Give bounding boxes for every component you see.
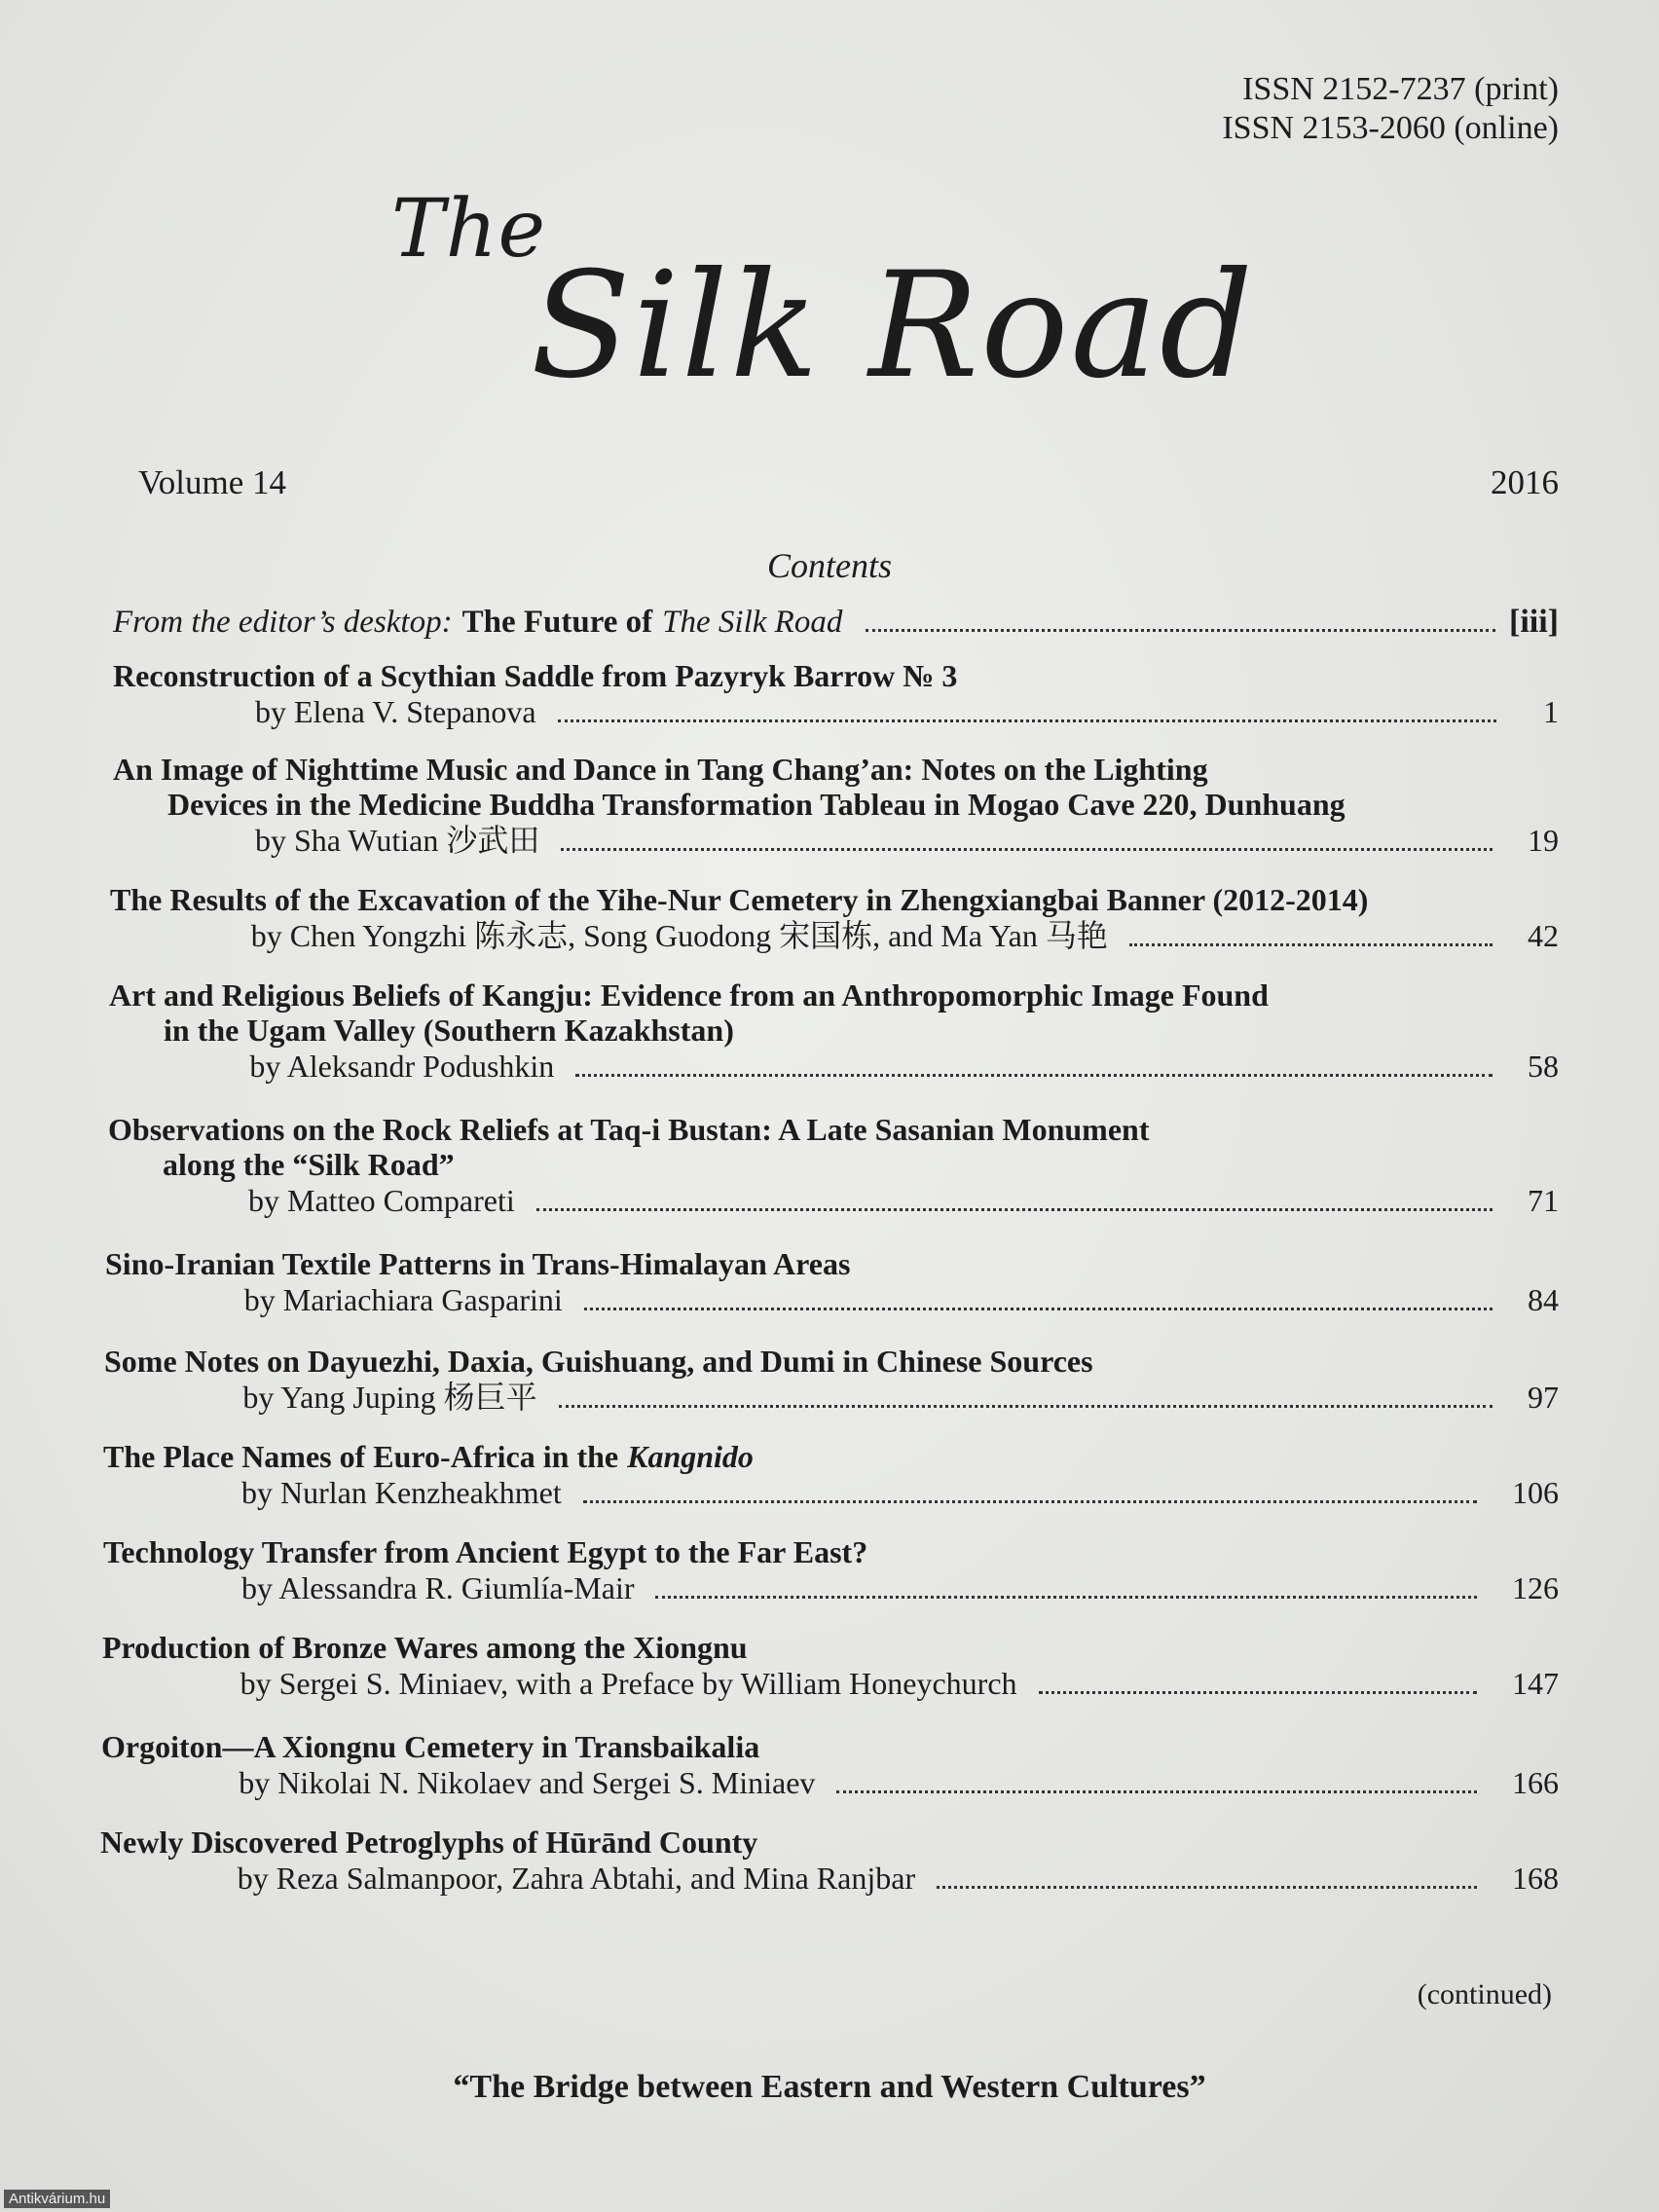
editor-entry — [113, 604, 1559, 641]
page-number: 58 — [1528, 1049, 1559, 1084]
article-title-text: Technology Transfer from Ancient Egypt to the Far East? — [103, 1534, 868, 1569]
author-line — [109, 1048, 1559, 1085]
continued-note: (continued) — [1417, 1978, 1552, 2010]
author-line — [105, 1281, 1559, 1318]
toc-entry — [103, 1534, 1559, 1606]
article-author: by Reza Salmanpoor, Zahra Abtahi, and Mina Ranjbar — [237, 1861, 916, 1896]
page-number: 71 — [1528, 1183, 1559, 1218]
toc-entry — [105, 1246, 1559, 1318]
page-number: 126 — [1512, 1570, 1559, 1605]
article-title-text: The Place Names of Euro-Africa in the — [103, 1439, 619, 1474]
leader-dots — [536, 1208, 1493, 1211]
leader-dots — [558, 719, 1496, 722]
article-author: by Nurlan Kenzheakhmet — [241, 1475, 562, 1510]
page-number: 97 — [1528, 1380, 1559, 1415]
issn-print: ISSN 2152-7237 (print) — [1242, 71, 1559, 107]
article-title — [109, 977, 1559, 1013]
leader-dots — [866, 629, 1495, 632]
leader-dots — [561, 848, 1493, 851]
journal-motto: “The Bridge between Eastern and Western Cultures” — [453, 2069, 1206, 2105]
page-number: 42 — [1528, 918, 1559, 953]
journal-title: Silk Road — [531, 241, 1255, 411]
article-title-continued: along the “Silk Road” — [163, 1147, 455, 1182]
author-line — [103, 1569, 1559, 1606]
leader-dots — [1039, 1691, 1477, 1694]
toc-entry — [108, 1112, 1559, 1219]
author-line — [108, 1182, 1559, 1219]
page-number: 147 — [1512, 1666, 1559, 1701]
leader-dots — [575, 1074, 1493, 1077]
contents-heading: Contents — [766, 546, 892, 585]
toc-entry — [109, 977, 1559, 1085]
author-line — [100, 1860, 1559, 1897]
toc-entry — [102, 1630, 1559, 1702]
toc-entry — [101, 1729, 1559, 1801]
article-author: by Matteo Compareti — [248, 1183, 515, 1218]
author-line — [113, 822, 1559, 859]
issn-block — [1222, 70, 1559, 148]
volume-label: Volume 14 — [138, 463, 286, 501]
author-line — [110, 917, 1559, 954]
article-title-continued: Devices in the Medicine Buddha Transformation Tableau in Mogao Cave 220, Dunhuang — [167, 787, 1346, 822]
article-title — [103, 1439, 1559, 1474]
article-title — [110, 882, 1559, 917]
page-number: 19 — [1528, 823, 1559, 858]
page-number: 106 — [1512, 1475, 1559, 1510]
toc-entry — [100, 1825, 1559, 1897]
article-title-text: An Image of Nighttime Music and Dance in Tang Chang’an: Notes on the Lighting — [113, 752, 1208, 787]
article-title-text: Production of Bronze Wares among the Xiongnu — [102, 1630, 748, 1665]
article-author: by Nikolai N. Nikolaev and Sergei S. Miniaev — [239, 1765, 816, 1800]
article-title-text: Sino-Iranian Textile Patterns in Trans-Himalayan Areas — [105, 1246, 851, 1281]
article-title — [113, 658, 1559, 693]
page-number: [iii] — [1509, 604, 1559, 640]
toc-entry — [113, 752, 1559, 859]
journal-title-article: The — [391, 183, 547, 276]
author-line — [101, 1764, 1559, 1801]
editor-lead: From the editor’s desktop: — [113, 605, 453, 640]
article-title-text: Art and Religious Beliefs of Kangju: Evidence from an Anthropomorphic Image Found — [109, 977, 1269, 1013]
leader-dots — [655, 1596, 1477, 1599]
article-title-italic: Kangnido — [627, 1439, 754, 1474]
article-title-text: The Results of the Excavation of the Yihe-Nur Cemetery in Zhengxiangbai Banner (2012-2014) — [110, 882, 1369, 917]
article-title — [100, 1825, 1559, 1860]
toc-entry — [103, 1439, 1559, 1511]
leader-dots — [584, 1308, 1493, 1310]
editor-title: The Future of — [461, 605, 653, 640]
leader-dots — [836, 1790, 1477, 1793]
article-title-continued: in the Ugam Valley (Southern Kazakhstan) — [164, 1013, 734, 1048]
page-number: 1 — [1543, 694, 1559, 729]
author-line — [104, 1379, 1559, 1416]
article-title — [103, 1534, 1559, 1569]
toc-entry — [113, 658, 1559, 730]
toc-entry — [104, 1344, 1559, 1416]
article-author: by Sergei S. Miniaev, with a Preface by William Honeychurch — [240, 1666, 1017, 1701]
year-label: 2016 — [1491, 463, 1559, 501]
article-author: by Sha Wutian 沙武田 — [255, 823, 540, 858]
article-title-text: Reconstruction of a Scythian Saddle from Pazyryk Barrow № 3 — [113, 658, 958, 693]
editor-title-italic: The Silk Road — [662, 605, 843, 640]
issn-online: ISSN 2153-2060 (online) — [1222, 110, 1559, 146]
article-title-text: Orgoiton—A Xiongnu Cemetery in Transbaikalia — [101, 1729, 760, 1764]
toc-entry — [110, 882, 1559, 954]
article-author: by Chen Yongzhi 陈永志, Song Guodong 宋国栋, and Ma Yan 马艳 — [250, 918, 1108, 953]
article-title — [101, 1729, 1559, 1764]
article-author: by Yang Juping 杨巨平 — [242, 1380, 537, 1415]
author-line — [102, 1665, 1559, 1702]
article-title — [105, 1246, 1559, 1281]
article-title — [113, 752, 1559, 787]
leader-dots — [559, 1405, 1493, 1408]
article-title-text: Observations on the Rock Reliefs at Taq-i Bustan: A Late Sasanian Monument — [108, 1112, 1150, 1147]
article-title-text: Newly Discovered Petroglyphs of Hūrānd County — [100, 1825, 758, 1860]
article-title — [108, 1112, 1559, 1147]
page-number: 168 — [1512, 1861, 1559, 1896]
leader-dots — [937, 1886, 1477, 1889]
author-line — [103, 1474, 1559, 1511]
article-title — [104, 1344, 1559, 1379]
article-author: by Alessandra R. Giumlía-Mair — [241, 1570, 635, 1605]
leader-dots — [1129, 943, 1493, 946]
article-title — [102, 1630, 1559, 1665]
article-title-text: Some Notes on Dayuezhi, Daxia, Guishuang, and Dumi in Chinese Sources — [104, 1344, 1093, 1379]
page-number: 166 — [1512, 1765, 1559, 1800]
article-author: by Mariachiara Gasparini — [243, 1282, 563, 1317]
article-author: by Elena V. Stepanova — [255, 694, 536, 729]
leader-dots — [583, 1500, 1477, 1503]
page-number: 84 — [1528, 1282, 1559, 1317]
watermark: Antikvárium.hu — [4, 2190, 110, 2208]
author-line — [113, 693, 1559, 730]
article-author: by Aleksandr Podushkin — [249, 1049, 555, 1084]
